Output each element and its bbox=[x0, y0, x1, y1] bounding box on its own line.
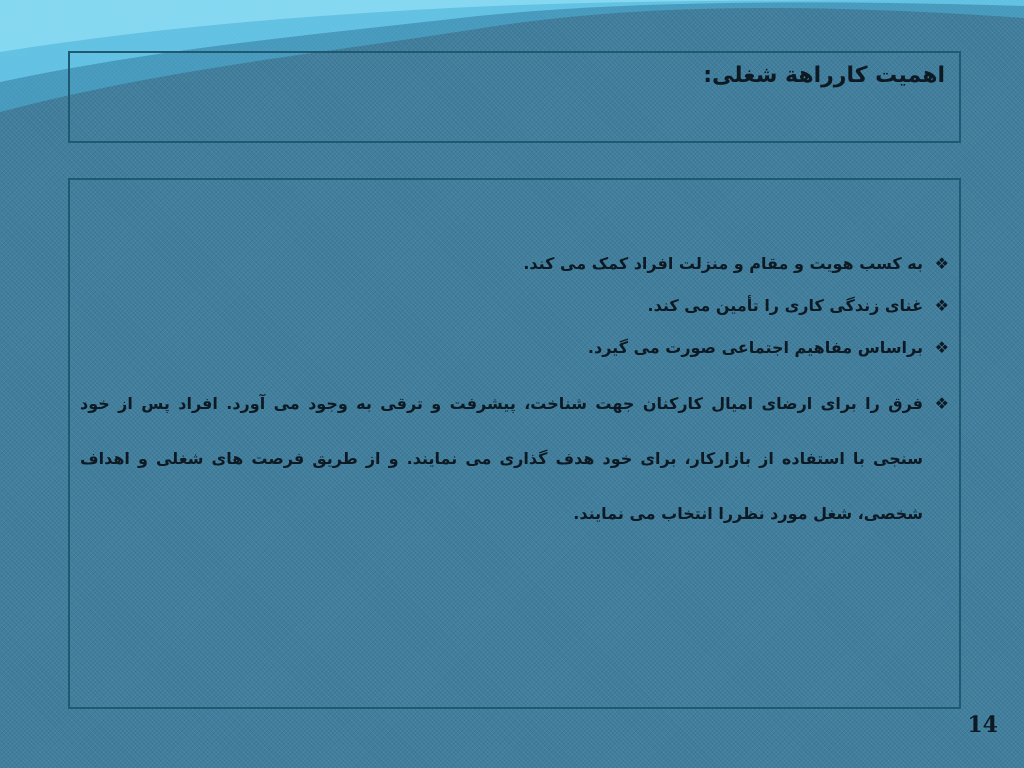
bullet-item bbox=[80, 334, 949, 362]
slide-title: اهمیت کارراهة شغلی: bbox=[703, 63, 945, 88]
bullet-text: فرق را برای ارضای امیال کارکنان جهت شناخت، پیشرفت و ترقی به وجود می آورد. افراد پس از خود سنجی با استفاده از بازارکار، برای خود هدف گذاری می نمایند. و از طریق فرصت های شغلی و اهداف شخصی، شغل مورد نظررا انتخاب می نمایند. bbox=[80, 394, 923, 523]
bullet-item bbox=[80, 250, 949, 278]
bullet-item bbox=[80, 376, 949, 541]
four-diamond-icon: ❖ bbox=[934, 296, 949, 315]
four-diamond-icon: ❖ bbox=[934, 254, 949, 273]
bullet-list bbox=[80, 250, 949, 555]
four-diamond-icon: ❖ bbox=[934, 394, 949, 413]
title-box bbox=[68, 51, 961, 143]
bullet-text: غنای زندگی کاری را تأمین می کند. bbox=[647, 296, 923, 315]
bullet-item bbox=[80, 292, 949, 320]
content-box bbox=[68, 178, 961, 709]
bullet-text: به کسب هویت و مقام و منزلت افراد کمک می کند. bbox=[523, 254, 923, 273]
page-number: 14 bbox=[967, 712, 998, 738]
four-diamond-icon: ❖ bbox=[934, 338, 949, 357]
bullet-text: براساس مفاهیم اجتماعی صورت می گیرد. bbox=[587, 338, 923, 357]
